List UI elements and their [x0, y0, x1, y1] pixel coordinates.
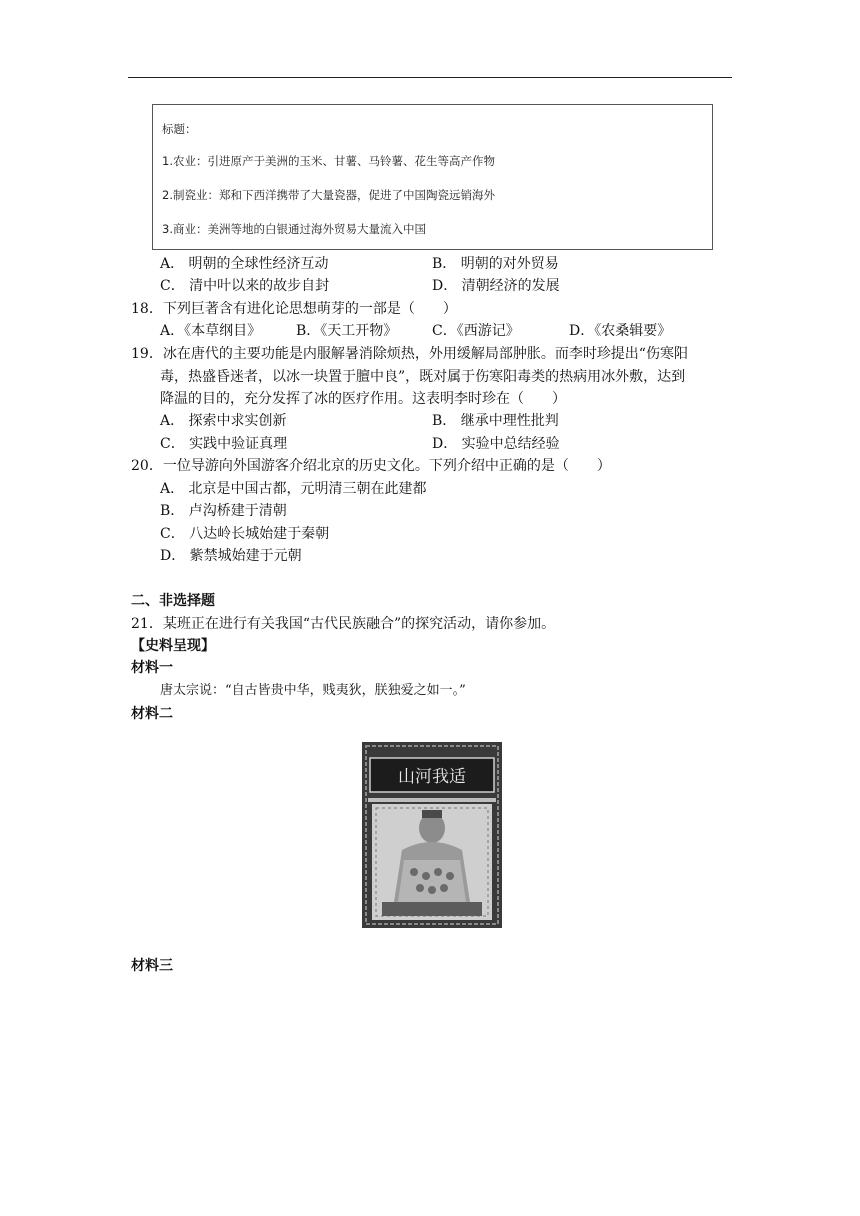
q17-option-b: B． 明朝的对外贸易: [432, 256, 559, 272]
q20-option-b: B． 卢沟桥建于清朝: [160, 503, 287, 519]
q18-option-d: D．《农桑辑要》: [569, 323, 672, 339]
q19-option-a: A． 探索中求实创新: [160, 413, 287, 429]
q20-stem: 20．一位导游向外国游客介绍北京的历史文化。下列介绍中正确的是（ ）: [131, 458, 611, 474]
q20-option-c: C． 八达岭长城始建于秦朝: [160, 526, 330, 542]
material-1-text: 唐太宗说：“自古皆贵中华，贱夷狄，朕独爱之如一。”: [160, 683, 466, 698]
box-heading: 标题：: [162, 122, 197, 136]
q19-stem-line1: 19．冰在唐代的主要功能是内服解暑消除烦热，外用缓解局部肿胀。而李时珍提出“伤寒阳: [131, 346, 688, 362]
subheading-materials: 【史料呈现】: [131, 638, 215, 654]
q17-option-d: D． 清朝经济的发展: [432, 278, 560, 294]
q19-stem-line3: 降温的目的，充分发挥了冰的医疗作用。这表明李时珍在（ ）: [160, 391, 566, 407]
q18-option-c: C．《西游记》: [432, 323, 520, 339]
section-heading: 二、非选择题: [131, 593, 215, 609]
header-rule: [128, 77, 732, 78]
box-line-1: 1.农业：引进原产于美洲的玉米、甘薯、马铃薯、花生等高产作物: [162, 154, 495, 168]
material-3-label: 材料三: [131, 958, 173, 974]
q18-option-a: A．《本草纲目》: [160, 323, 262, 339]
q20-option-d: D． 紫禁城始建于元朝: [160, 548, 302, 564]
q18-option-b: B．《天工开物》: [296, 323, 398, 339]
box-line-3: 3.商业：美洲等地的白银通过海外贸易大量流入中国: [162, 222, 426, 236]
plaque-text: 山河我适: [398, 767, 466, 787]
material-box: [152, 104, 713, 250]
material-1-label: 材料一: [131, 660, 173, 676]
q17-option-a: A． 明朝的全球性经济互动: [160, 256, 329, 272]
q17-option-c: C． 清中叶以来的故步自封: [160, 278, 330, 294]
q19-option-c: C． 实践中验证真理: [160, 436, 288, 452]
box-line-2: 2.制瓷业：郑和下西洋携带了大量瓷器，促进了中国陶瓷远销海外: [162, 188, 495, 202]
emperor-statue-photo: [362, 742, 502, 928]
q19-stem-line2: 毒，热盛昏迷者，以冰一块置于膻中良”，既对属于伤寒阳毒类的热病用冰外敷，达到: [160, 369, 686, 385]
emperor-statue-image: [362, 742, 502, 928]
material-2-label: 材料二: [131, 706, 173, 722]
q19-option-b: B． 继承中理性批判: [432, 413, 559, 429]
q19-option-d: D． 实验中总结经验: [432, 436, 560, 452]
q20-option-a: A． 北京是中国古都，元明清三朝在此建都: [160, 481, 427, 497]
q21-stem: 21．某班正在进行有关我国“古代民族融合”的探究活动，请你参加。: [131, 616, 556, 632]
q18-stem: 18．下列巨著含有进化论思想萌芽的一部是（ ）: [131, 301, 457, 317]
